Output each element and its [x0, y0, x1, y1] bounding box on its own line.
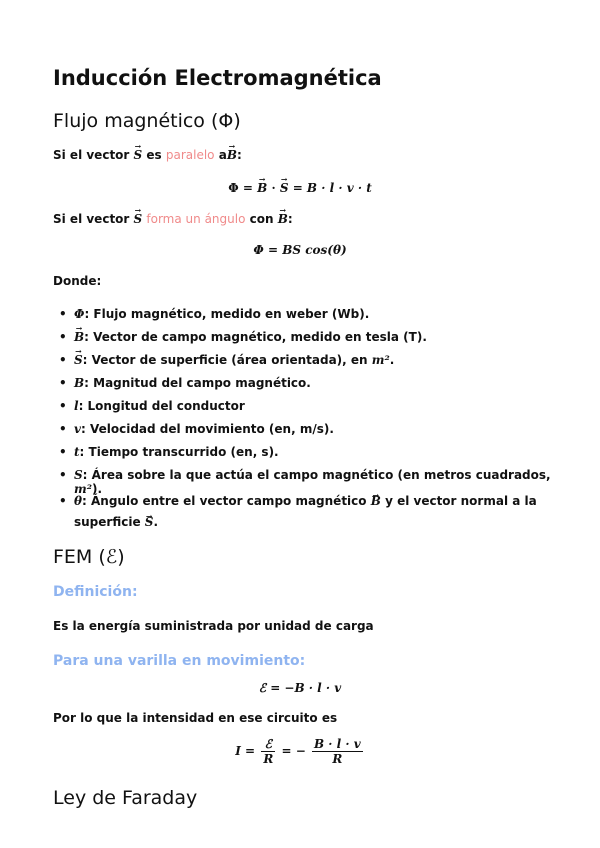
vector-s: → S — [134, 148, 143, 162]
highlight-parallel: paralelo — [165, 148, 215, 162]
fraction: $\frac{\text{ℰ}}{R}$ — [263, 737, 274, 766]
highlight-angle: forma un ángulo — [146, 212, 246, 226]
vector-b: → B — [278, 212, 288, 226]
parallel-sentence: Si el vector → S es paralelo a→ B: — [53, 148, 242, 162]
faraday-heading: Ley de Faraday — [53, 787, 198, 809]
donde-label: Donde: — [53, 274, 102, 288]
variables-list — [56, 307, 556, 533]
list-item: • t: Tiempo transcurrido (en, s). — [56, 445, 556, 468]
list-item: • θ: Ángulo entre el vector campo magnético → B y el vector normal a la superficie → S. — [56, 491, 556, 533]
list-item: • B: Magnitud del campo magnético. — [56, 376, 556, 399]
fem-formula: ℰ = −B · l · v — [258, 681, 342, 695]
rod-heading: Para una varilla en movimiento: — [53, 653, 306, 669]
fraction: $\frac{B \cdot l \cdot v}{R}$ — [313, 737, 361, 766]
flux-formula-angle: Φ = BS cos(θ) — [253, 243, 347, 257]
vector-s: → S — [134, 212, 143, 226]
list-item: • l: Longitud del conductor — [56, 399, 556, 422]
fem-heading: FEM (ℰ) — [53, 546, 125, 568]
list-item: • → S: Vector de superficie (área orientada), en m². — [56, 353, 556, 376]
definition-heading: Definición: — [53, 584, 138, 600]
vector-b: → B — [227, 148, 237, 162]
list-item: • Φ: Flujo magnético, medido en weber (Wb). — [56, 307, 556, 330]
list-item: • v: Velocidad del movimiento (en, m/s). — [56, 422, 556, 445]
intensity-text: Por lo que la intensidad en ese circuito es — [53, 711, 338, 725]
angle-sentence: Si el vector → S forma un ángulo con → B: — [53, 212, 293, 226]
page-title: Inducción Electromagnética — [53, 66, 382, 90]
flux-formula-dot: Φ = → B · → S = B · l · v · t — [0, 181, 600, 195]
flux-heading: Flujo magnético (Φ) — [53, 110, 241, 132]
intensity-formula: I = $\frac{\text{ℰ}}{R}$ = − $\frac{B \cdot l \cdot v}{R}$ — [235, 737, 361, 766]
list-item: • → B: Vector de campo magnético, medido en tesla (T). — [56, 330, 556, 353]
list-item: • S: Área sobre la que actúa el campo magnético (en metros cuadrados, m²). — [56, 468, 556, 491]
definition-text: Es la energía suministrada por unidad de carga — [53, 619, 374, 633]
